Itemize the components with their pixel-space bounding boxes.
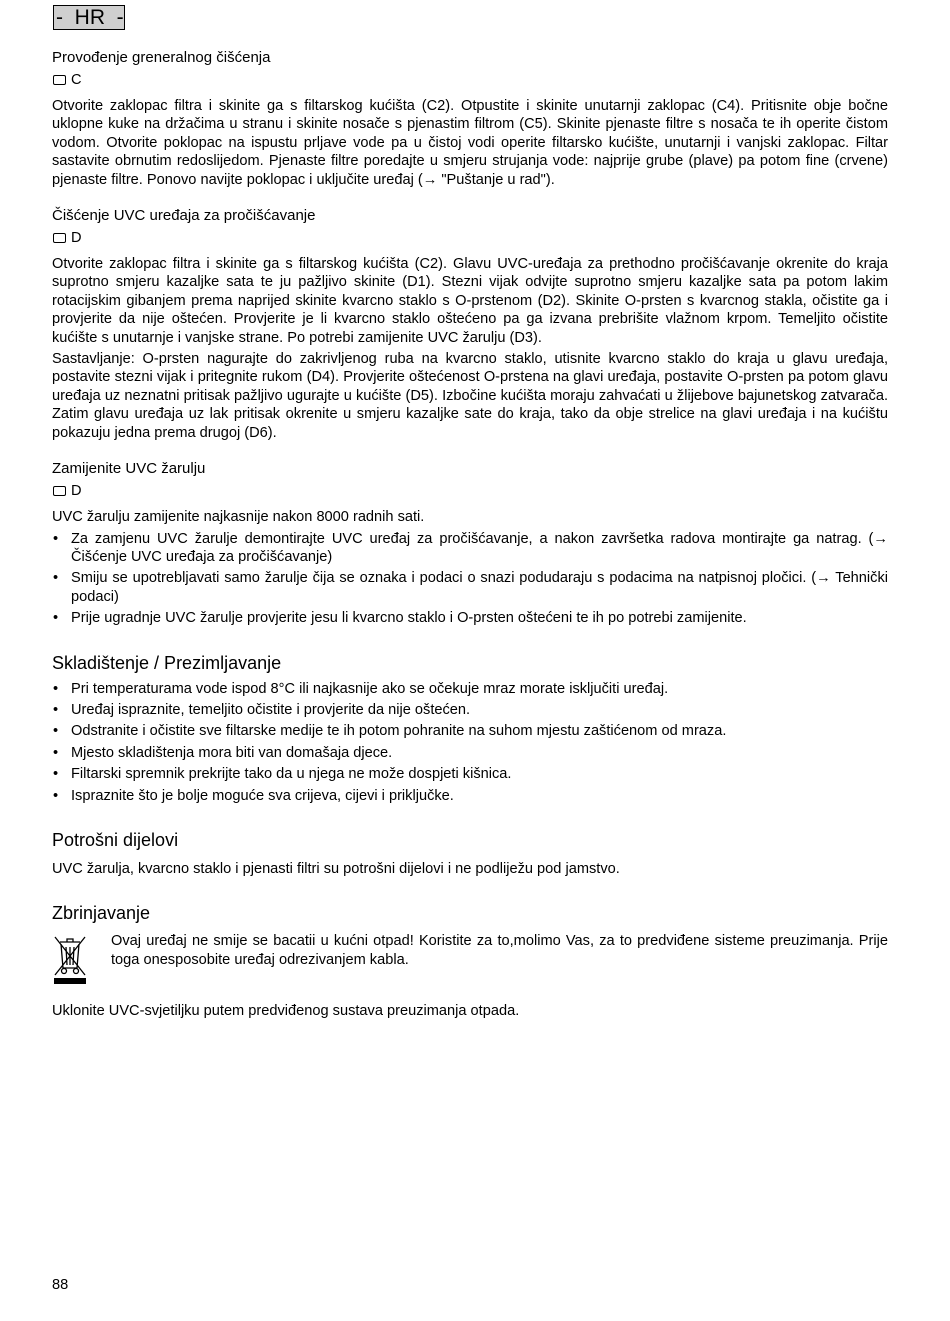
wear-parts-text: UVC žarulja, kvarcno staklo i pjenasti filtri su potrošni dijelovi i ne podliježu pod jamstvo. bbox=[52, 860, 620, 877]
heading-replace-uvc-bulb: Zamijenite UVC žarulju bbox=[52, 460, 206, 478]
general-cleaning-text: Otvorite zaklopac filtra i skinite ga s filtarskog kućišta (C2). Otpustite i skinite unutarnji zaklopac (C4). Pritisnite obje bočne uklopne kuke na držačima u stranu i skinite nosače s pjenastim filtrom (C5). Skinite pjenaste filtre s nosača te ih operite čistom vodom. Otvorite poklopac na ispustu prljave vode pa u čistoj vodi operite filtarsko kućište, unutarnji i vanjski zaklopac. Filtar sastavite obrnutim redoslijedom. Pjenaste filtre poredajte u smjeru strujanja vode: najprije grube (plave) pa potom fine (crvene) pjenaste filtre. Ponovo navijte poklopac i uključite uređaj (→ "Puštanje u rad"). bbox=[52, 98, 888, 188]
disposal-block bbox=[52, 932, 888, 986]
heading-general-cleaning: Provođenje greneralnog čišćenja bbox=[52, 49, 271, 66]
list-item: • Mjesto skladištenja mora biti van domašaja djece. bbox=[52, 744, 888, 762]
list-item: • Filtarski spremnik prekrijte tako da u njega ne može dospjeti kišnica. bbox=[52, 765, 888, 783]
heading-uvc-cleaning: Čišćenje UVC uređaja za pročišćavanje bbox=[52, 207, 316, 225]
list-item: • Smiju se upotrebljavati samo žarulje čija se oznaka i podaci o snazi podudaraju s podacima na natpisnoj pločici. (→ Tehnički podaci) bbox=[52, 569, 888, 606]
heading-disposal: Zbrinjavanje bbox=[52, 903, 151, 924]
figure-reference bbox=[52, 482, 888, 500]
figure-reference-letter: C bbox=[71, 72, 82, 88]
replace-bulb-intro: UVC žarulju zamijenite najkasnije nakon 8000 radnih sati. bbox=[52, 509, 425, 526]
uvc-assembly-text: Sastavljanje: O-prsten nagurajte do zakrivljenog ruba na kvarcno staklo, utisnite kvarcno staklo do kraja u glavu uređaja, postavite stezni vijak i pritegnite rukom (D4). Provjerite oštećenost O-prstena na glavi uređaja, postavite O-prsten pa potom glavu uređaja uz neznatni pritisak pažljivo ugurajte u kućište (D5). Izbočine kućišta moraju zahvaćati u žlijebove bajunetskog zatvarača. Zatim glavu uređaja uz lak pritisak okrenite u smjeru kazaljke sate do kraja, tako da obje strelice na glavi uređaja i na kućištu pokazuju jedna prema drugoj (D6). bbox=[52, 351, 888, 441]
heading-wear-parts: Potrošni dijelovi bbox=[52, 829, 179, 850]
page-content bbox=[52, 48, 888, 1021]
list-item: • Uređaj ispraznite, temeljito očistite i provjerite da nije oštećen. bbox=[52, 701, 888, 719]
uvc-cleaning-text: Otvorite zaklopac filtra i skinite ga s filtarskog kućišta (C2). Glavu UVC-uređaja za prethodno pročišćavanje okrenite do kraja suprotno smjeru kazaljke sata te ju pažljivo skinite (D1). Stezni vijak odvijte suprotno smjeru kazaljke sata pa potom lakim rotacijskim gibanjem prema naprijed skinite kvarcno staklo s O-prstenom (D2). Skinite O-prsten s kvarcnog stakla, očistite ga i provjerite da nije oštećen. Provjerite je li kvarcno staklo oštećeno pa ga izvana prebrišite vlažnom krpom. Temeljito očistite kućište s unutarnje i vanjske strane. Po potrebi zamijenite UVC žarulju (D3). bbox=[52, 256, 888, 346]
figure-reference bbox=[52, 71, 888, 89]
figure-reference bbox=[52, 229, 888, 247]
list-item: • Ispraznite što je bolje moguće sva crijeva, cijevi i priključke. bbox=[52, 787, 888, 805]
book-icon bbox=[53, 233, 66, 243]
list-item: • Za zamjenu UVC žarulje demontirajte UVC uređaj za pročišćavanje, a nakon završetka radova montirajte ga natrag. (→ Čišćenje UVC uređaja za pročišćavanje) bbox=[52, 530, 888, 567]
list-item: • Prije ugradnje UVC žarulje provjerite jesu li kvarcno staklo i O-prsten oštećeni te ih po potrebi zamijenite. bbox=[52, 609, 888, 627]
storage-list bbox=[52, 680, 888, 805]
page-number: 88 bbox=[52, 1277, 69, 1293]
list-item: • Odstranite i očistite sve filtarske medije te ih potom pohranite na suhom mjestu zaštićenom od mraza. bbox=[52, 722, 888, 740]
figure-reference-letter: D bbox=[71, 483, 82, 500]
language-tag: - HR - bbox=[53, 5, 125, 30]
replace-bulb-list bbox=[52, 530, 888, 628]
figure-reference-letter: D bbox=[71, 230, 82, 247]
uvc-disposal-text: Uklonite UVC-svjetiljku putem predviđenog sustava preuzimanja otpada. bbox=[52, 1003, 520, 1020]
crossed-out-wheelie-bin-icon bbox=[53, 934, 87, 986]
heading-storage: Skladištenje / Prezimljavanje bbox=[52, 652, 282, 673]
book-icon bbox=[53, 75, 66, 85]
list-item: • Pri temperaturama vode ispod 8°C ili najkasnije ako se očekuje mraz morate isključiti uređaj. bbox=[52, 680, 888, 698]
disposal-text: Ovaj uređaj ne smije se bacatii u kućni otpad! Koristite za to,molimo Vas, za to predviđene sisteme preuzimanja. Prije toga onesposobite uređaj odrezivanjem kabla. bbox=[111, 933, 888, 968]
book-icon bbox=[53, 486, 66, 496]
